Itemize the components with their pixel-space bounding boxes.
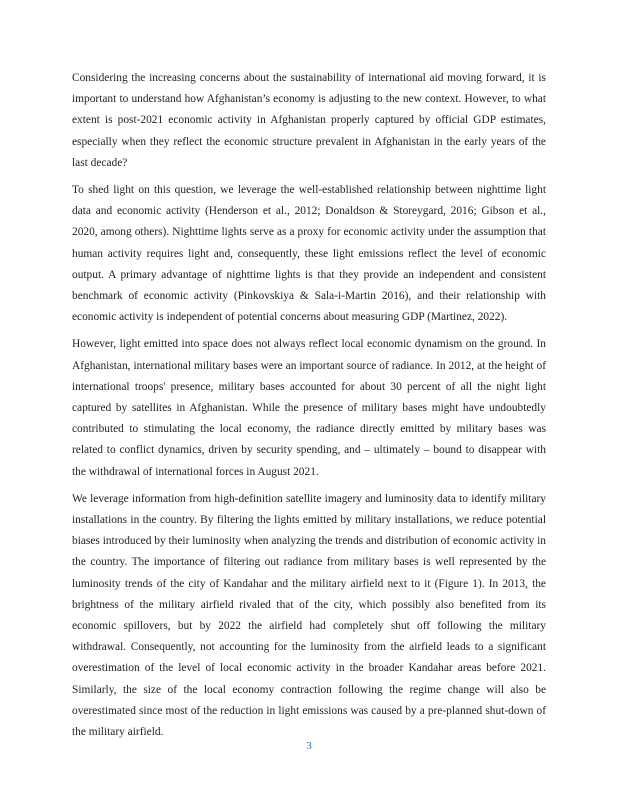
paragraph-2: To shed light on this question, we leverage the well-established relationship between nighttime light data and economic activity (Henderson et al., 2012; Donaldson & Storeygard, 2016; Gibson et al., 2020, among others). Nighttime lights serve as a proxy for economic activity under the assumption that human activity requires light and, consequently, these light emissions reflect the level of economic output. A primary advantage of nighttime lights is that they provide an independent and consistent benchmark of economic activity (Pinkovskiya & Sala-i-Martin 2016), and their relationship with economic activity is independent of potential concerns about measuring GDP (Martinez, 2022). <box>72 184 546 324</box>
paragraph-4: We leverage information from high-definition satellite imagery and luminosity data to identify military installations in the country. By filtering the lights emitted by military installations, we reduce potential biases introduced by their luminosity when analyzing the trends and distribution of economic activity in the country. The importance of filtering out radiance from military bases is well represented by the luminosity trends of the city of Kandahar and the military airfield next to it (Figure 1). In 2013, the brightness of the military airfield rivaled that of the city, which possibly also benefited from its economic spillovers, but by 2022 the airfield had completely shut off following the military withdrawal. Consequently, not accounting for the luminosity from the airfield leads to a significant overestimation of the level of local economic activity in the broader Kandahar areas before 2021. Similarly, the size of the local economy contraction following the regime change will also be overestimated since most of the reduction in light emissions was caused by a pre-planned shut-down of the military airfield. <box>72 492 546 739</box>
page-number: 3 <box>306 740 312 752</box>
body-text <box>72 68 546 749</box>
paragraph-3: However, light emitted into space does not always reflect local economic dynamism on the ground. In Afghanistan, international military bases were an important source of radiance. In 2012, at the height of international troops' presence, military bases accounted for about 30 percent of all the night light captured by satellites in Afghanistan. While the presence of military bases might have undoubtedly contributed to stimulating the local economy, the radiance directly emitted by military bases was related to conflict dynamics, driven by security spending, and – ultimately – bound to disappear with the withdrawal of international forces in August 2021. <box>72 338 546 478</box>
paragraph-1: Considering the increasing concerns about the sustainability of international aid moving forward, it is important to understand how Afghanistan’s economy is adjusting to the new context. However, to what extent is post-2021 economic activity in Afghanistan properly captured by official GDP estimates, especially when they reflect the economic structure prevalent in Afghanistan in the early years of the last decade? <box>72 72 546 169</box>
